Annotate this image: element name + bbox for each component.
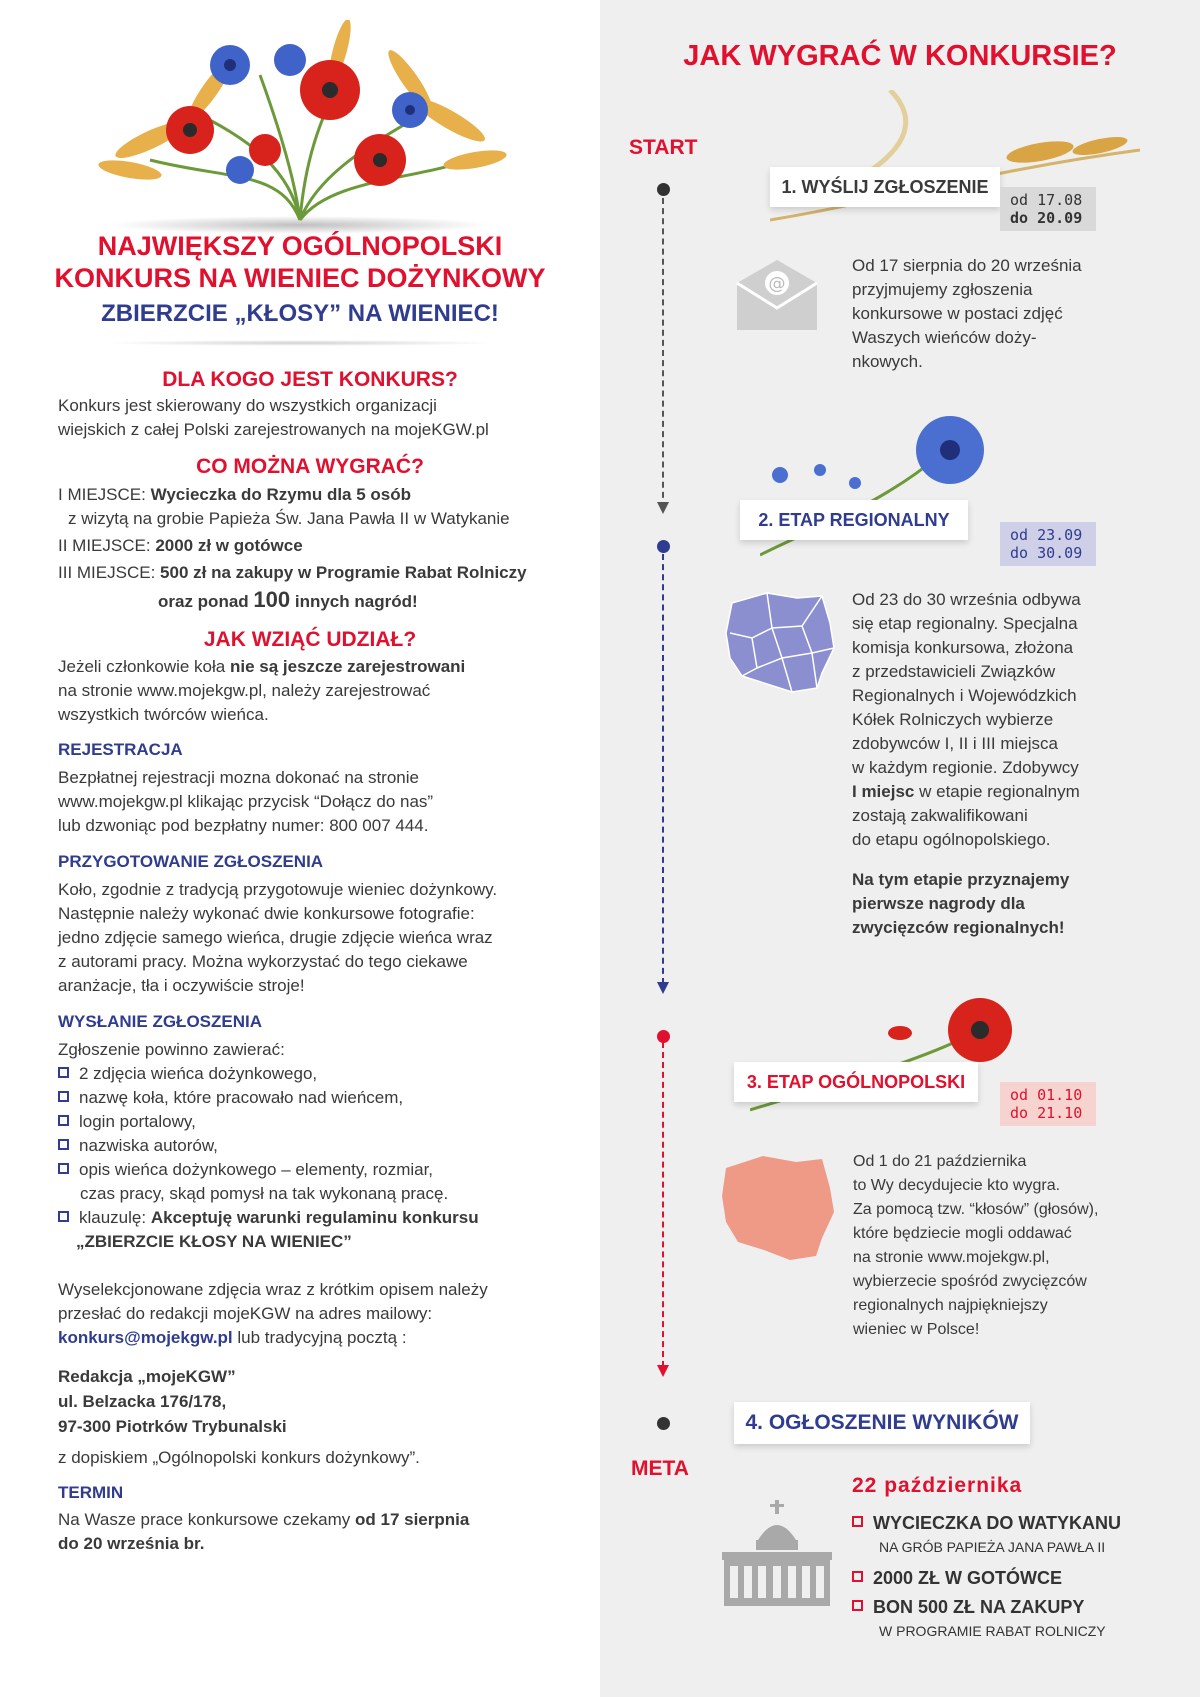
- divider-shadow: [100, 340, 500, 346]
- list-item: [58, 1062, 317, 1086]
- list-item-text: login portalowy,: [79, 1112, 196, 1131]
- mail-line3: [58, 1326, 407, 1350]
- list-item: [58, 1134, 218, 1158]
- step-2-line: Kółek Rolniczych wybierze: [852, 710, 1054, 729]
- step-1-line: konkursowe w postaci zdjęć: [852, 304, 1063, 323]
- address-line1: Redakcja „mojeKGW”: [58, 1367, 236, 1386]
- result-prize-3-sub: W PROGRAMIE RABAT ROLNICZY: [879, 1623, 1106, 1639]
- step-1-card: [770, 167, 1000, 207]
- who-line1: Konkurs jest skierowany do wszystkich organizacji: [58, 396, 437, 415]
- list-item: [58, 1086, 403, 1110]
- cornflower-illustration: [760, 415, 1010, 565]
- step-3-line: wybierzecie spośród zwycięzców: [853, 1273, 1087, 1290]
- mail-line1: Wyselekcjonowane zdjęcia wraz z krótkim opisem należy: [58, 1280, 488, 1299]
- step-2-text: w etapie regionalnym: [919, 782, 1080, 801]
- list-item-bold: Akceptuję warunki regulaminu konkursu: [150, 1208, 479, 1227]
- registration-heading: REJESTRACJA: [58, 740, 183, 759]
- step-2-line: się etap regionalny. Specjalna: [852, 614, 1078, 633]
- start-label: START: [629, 136, 698, 159]
- step-1-title: 1. WYŚLIJ ZGŁOSZENIE: [781, 177, 989, 197]
- timeline-segment-1: [662, 198, 664, 508]
- bullet-square-icon: [58, 1115, 69, 1126]
- prep-line1: Koło, zgodnie z tradycją przygotowuje wieniec dożynkowy.: [58, 880, 498, 899]
- timeline-dot-2: [657, 540, 670, 553]
- step-3-line: na stronie www.mojekgw.pl,: [853, 1249, 1050, 1266]
- step-3-line: Od 1 do 21 października: [853, 1153, 1027, 1170]
- step-3-line: to Wy decydujecie kto wygra.: [853, 1177, 1061, 1194]
- result-prize-2: [852, 1568, 1062, 1589]
- list-item-text: nazwę koła, które pracowało nad wieńcem,: [79, 1088, 404, 1107]
- step-1-line: przyjmujemy zgłoszenia: [852, 280, 1033, 299]
- deadline-pre: Na Wasze prace konkursowe czekamy: [58, 1510, 351, 1529]
- main-title-line1: NAJWIĘKSZY OGÓLNOPOLSKI: [97, 231, 503, 261]
- step-1-line: Od 17 sierpnia do 20 września: [852, 256, 1082, 275]
- step-1-line: nkowych.: [852, 352, 923, 371]
- step-2-title: 2. ETAP REGIONALNY: [758, 510, 950, 530]
- result-prize-3-text: BON 500 ZŁ NA ZAKUPY: [873, 1597, 1085, 1617]
- timeline-arrow: [657, 502, 669, 514]
- prep-line2: Następnie należy wykonać dwie konkursowe fotografie:: [58, 904, 475, 923]
- step-1-line: Waszych wieńców doży-: [852, 328, 1037, 347]
- wheat-bouquet-illustration: [90, 20, 510, 235]
- deadline-line2: do 20 września br.: [58, 1534, 205, 1553]
- step-2-line: komisja konkursowa, złożona: [852, 638, 1074, 657]
- timeline-segment-3: [662, 1042, 664, 1367]
- timeline-dot-end: [657, 1417, 670, 1430]
- step-3-line: które będziecie mogli oddawać: [853, 1225, 1072, 1242]
- prizes-heading: CO MOŻNA WYGRAĆ?: [196, 455, 424, 478]
- bullet-square-icon: [58, 1091, 69, 1102]
- extra-prizes-number: 100: [253, 587, 291, 612]
- step-2-line: zdobywców I, II i III miejsca: [852, 734, 1058, 753]
- mail-line2: przesłać do redakcji mojeKGW na adres mailowy:: [58, 1304, 433, 1323]
- step-2-date-to: do 30.09: [1010, 544, 1083, 562]
- bullet-square-icon: [58, 1211, 69, 1222]
- deadline-line1: [58, 1508, 469, 1532]
- step-2-description: [852, 588, 1081, 940]
- mail-line3-post: lub tradycyjną pocztą :: [237, 1328, 407, 1347]
- prize-3: [58, 561, 527, 585]
- join-line1-pre: Jeżeli członkowie koła: [58, 657, 226, 676]
- step-3-dates: [1000, 1082, 1096, 1126]
- main-title-line2: KONKURS NA WIENIEC DOŻYNKOWY: [54, 263, 546, 293]
- result-prize-2-text: 2000 ZŁ W GOTÓWCE: [873, 1568, 1063, 1588]
- timeline-arrow: [657, 1365, 669, 1377]
- step-2-line: z przedstawicieli Związków: [852, 662, 1056, 681]
- step-1-dates: [1000, 187, 1096, 231]
- prize-1: [58, 483, 411, 507]
- result-prize-1-sub: NA GRÓB PAPIEŻA JANA PAWŁA II: [879, 1539, 1106, 1555]
- bullet-square-icon: [58, 1163, 69, 1174]
- prize-3-value: 500 zł na zakupy w Programie Rabat Rolniczy: [160, 563, 527, 582]
- result-prize-3: [852, 1597, 1084, 1618]
- step-2-bold: I miejsc: [852, 782, 915, 801]
- step-2-card: [740, 500, 968, 540]
- prize-1-line2: z wizytą na grobie Papieża Św. Jana Pawła II w Watykanie: [68, 509, 510, 528]
- list-item-text: klauzulę:: [79, 1208, 147, 1227]
- step-3-line: regionalnych najpiękniejszy: [853, 1297, 1048, 1314]
- join-line1-bold: nie są jeszcze zarejestrowani: [229, 657, 466, 676]
- prize-2: [58, 534, 303, 558]
- step-2-date-from: od 23.09: [1010, 526, 1083, 544]
- step-3-line: Za pomocą tzw. “kłosów” (głosów),: [853, 1201, 1099, 1218]
- step-2-line: Od 23 do 30 września odbywa: [852, 590, 1081, 609]
- step-3-line: wieniec w Polsce!: [853, 1321, 980, 1338]
- step-1-date-to: do 20.09: [1010, 209, 1083, 227]
- prize-1-value: Wycieczka do Rzymu dla 5 osób: [150, 485, 412, 504]
- step-4-card: [734, 1402, 1030, 1444]
- list-item: [58, 1206, 479, 1230]
- step-2-line: zostają zakwalifikowani: [852, 806, 1028, 825]
- right-heading: JAK WYGRAĆ W KONKURSIE?: [683, 40, 1117, 72]
- result-prize-1-text: WYCIECZKA DO WATYKANU: [873, 1513, 1121, 1533]
- timeline-arrow: [657, 982, 669, 994]
- step-3-title: 3. ETAP OGÓLNOPOLSKI: [746, 1072, 966, 1092]
- who-line2: wiejskich z całej Polski zarejestrowanych na mojeKGW.pl: [58, 420, 489, 439]
- svg-text:@: @: [768, 274, 786, 294]
- step-3-date-from: od 01.10: [1010, 1086, 1083, 1104]
- subtitle: ZBIERZCIE „KŁOSY” NA WIENIEC!: [101, 300, 499, 327]
- step-2-bold-line: zwycięzców regionalnych!: [852, 918, 1065, 937]
- extra-prizes-post: innych nagród!: [294, 592, 418, 611]
- step-1-description: [852, 254, 1082, 374]
- step-2-line: do etapu ogólnopolskiego.: [852, 830, 1051, 849]
- email-link[interactable]: konkurs@mojekgw.pl: [58, 1328, 233, 1347]
- timeline-segment-2: [662, 554, 664, 984]
- join-line3: wszystkich twórców wieńca.: [58, 705, 269, 724]
- join-line1: [58, 655, 465, 679]
- prize-2-value: 2000 zł w gotówce: [155, 536, 303, 555]
- bullet-square-icon: [58, 1067, 69, 1078]
- list-item-text: nazwiska autorów,: [79, 1136, 218, 1155]
- step-2-line: w każdym regionie. Zdobywcy: [852, 758, 1079, 777]
- prep-heading: PRZYGOTOWANIE ZGŁOSZENIA: [58, 852, 324, 871]
- send-intro: Zgłoszenie powinno zawierać:: [58, 1040, 285, 1059]
- join-line2: na stronie www.mojekgw.pl, należy zarejestrować: [58, 681, 431, 700]
- extra-prizes-pre: oraz ponad: [158, 592, 249, 611]
- bullet-square-icon: [58, 1139, 69, 1150]
- registration-line1: Bezpłatnej rejestracji mozna dokonać na stronie: [58, 768, 419, 787]
- timeline-dot-start: [657, 183, 670, 196]
- list-item-continuation: czas pracy, skąd pomysł na tak wykonaną pracę.: [80, 1184, 449, 1203]
- poland-regions-map: [722, 588, 837, 698]
- basilica-icon: [718, 1500, 836, 1610]
- list-item-text: opis wieńca dożynkowego – elementy, rozmiar,: [79, 1160, 434, 1179]
- extra-prizes: [158, 588, 418, 614]
- address-line2: ul. Belzacka 176/178,: [58, 1392, 227, 1411]
- list-item-continuation: „ZBIERZCIE KŁOSY NA WIENIEC”: [76, 1232, 352, 1251]
- envelope-icon: [732, 258, 822, 333]
- registration-line2: www.mojekgw.pl klikając przycisk “Dołącz do nas”: [58, 792, 434, 811]
- step-1-date-from: od 17.08: [1010, 191, 1083, 209]
- mail-note: z dopiskiem „Ogólnopolski konkurs dożynkowy”.: [58, 1448, 420, 1467]
- step-4-title: 4. OGŁOSZENIE WYNIKÓW: [745, 1411, 1019, 1434]
- address-line3: 97-300 Piotrków Trybunalski: [58, 1417, 287, 1436]
- step-2-dates: [1000, 522, 1096, 566]
- join-heading: JAK WZIĄĆ UDZIAŁ?: [203, 628, 417, 651]
- step-3-description: [853, 1150, 1098, 1342]
- step-2-line: Regionalnych i Wojewódzkich: [852, 686, 1077, 705]
- bullet-square-icon: [852, 1571, 863, 1582]
- step-2-bold-line: Na tym etapie przyznajemy: [852, 870, 1070, 889]
- list-item: [58, 1110, 196, 1134]
- prep-line3: jedno zdjęcie samego wieńca, drugie zdjęcie wieńca wraz: [58, 928, 493, 947]
- step-2-line: [852, 780, 1081, 804]
- send-heading: WYSŁANIE ZGŁOSZENIA: [58, 1012, 262, 1031]
- deadline-heading: TERMIN: [58, 1483, 124, 1502]
- meta-label: META: [631, 1457, 689, 1480]
- result-prize-1: [852, 1513, 1121, 1534]
- step-3-card: [734, 1062, 978, 1102]
- registration-line3: lub dzwoniąc pod bezpłatny numer: 800 007 444.: [58, 816, 429, 835]
- list-item-text: 2 zdjęcia wieńca dożynkowego,: [79, 1064, 318, 1083]
- poland-map: [718, 1150, 836, 1265]
- bullet-square-icon: [852, 1516, 863, 1527]
- list-item: [58, 1158, 433, 1182]
- step-3-date-to: do 21.10: [1010, 1104, 1083, 1122]
- step-2-bold-line: pierwsze nagrody dla: [852, 894, 1025, 913]
- prize-2-label: II MIEJSCE:: [58, 536, 151, 555]
- results-date: 22 października: [852, 1474, 1023, 1497]
- deadline-bold1: od 17 sierpnia: [355, 1510, 470, 1529]
- prize-3-label: III MIEJSCE:: [58, 563, 156, 582]
- prize-1-label: I MIEJSCE:: [58, 485, 146, 504]
- prep-line5: aranżacje, tła i oczywiście stroje!: [58, 976, 305, 995]
- who-heading: DLA KOGO JEST KONKURS?: [162, 368, 458, 391]
- timeline-dot-3: [657, 1030, 670, 1043]
- prep-line4: z autorami pracy. Można wykorzystać do tego ciekawe: [58, 952, 468, 971]
- bullet-square-icon: [852, 1600, 863, 1611]
